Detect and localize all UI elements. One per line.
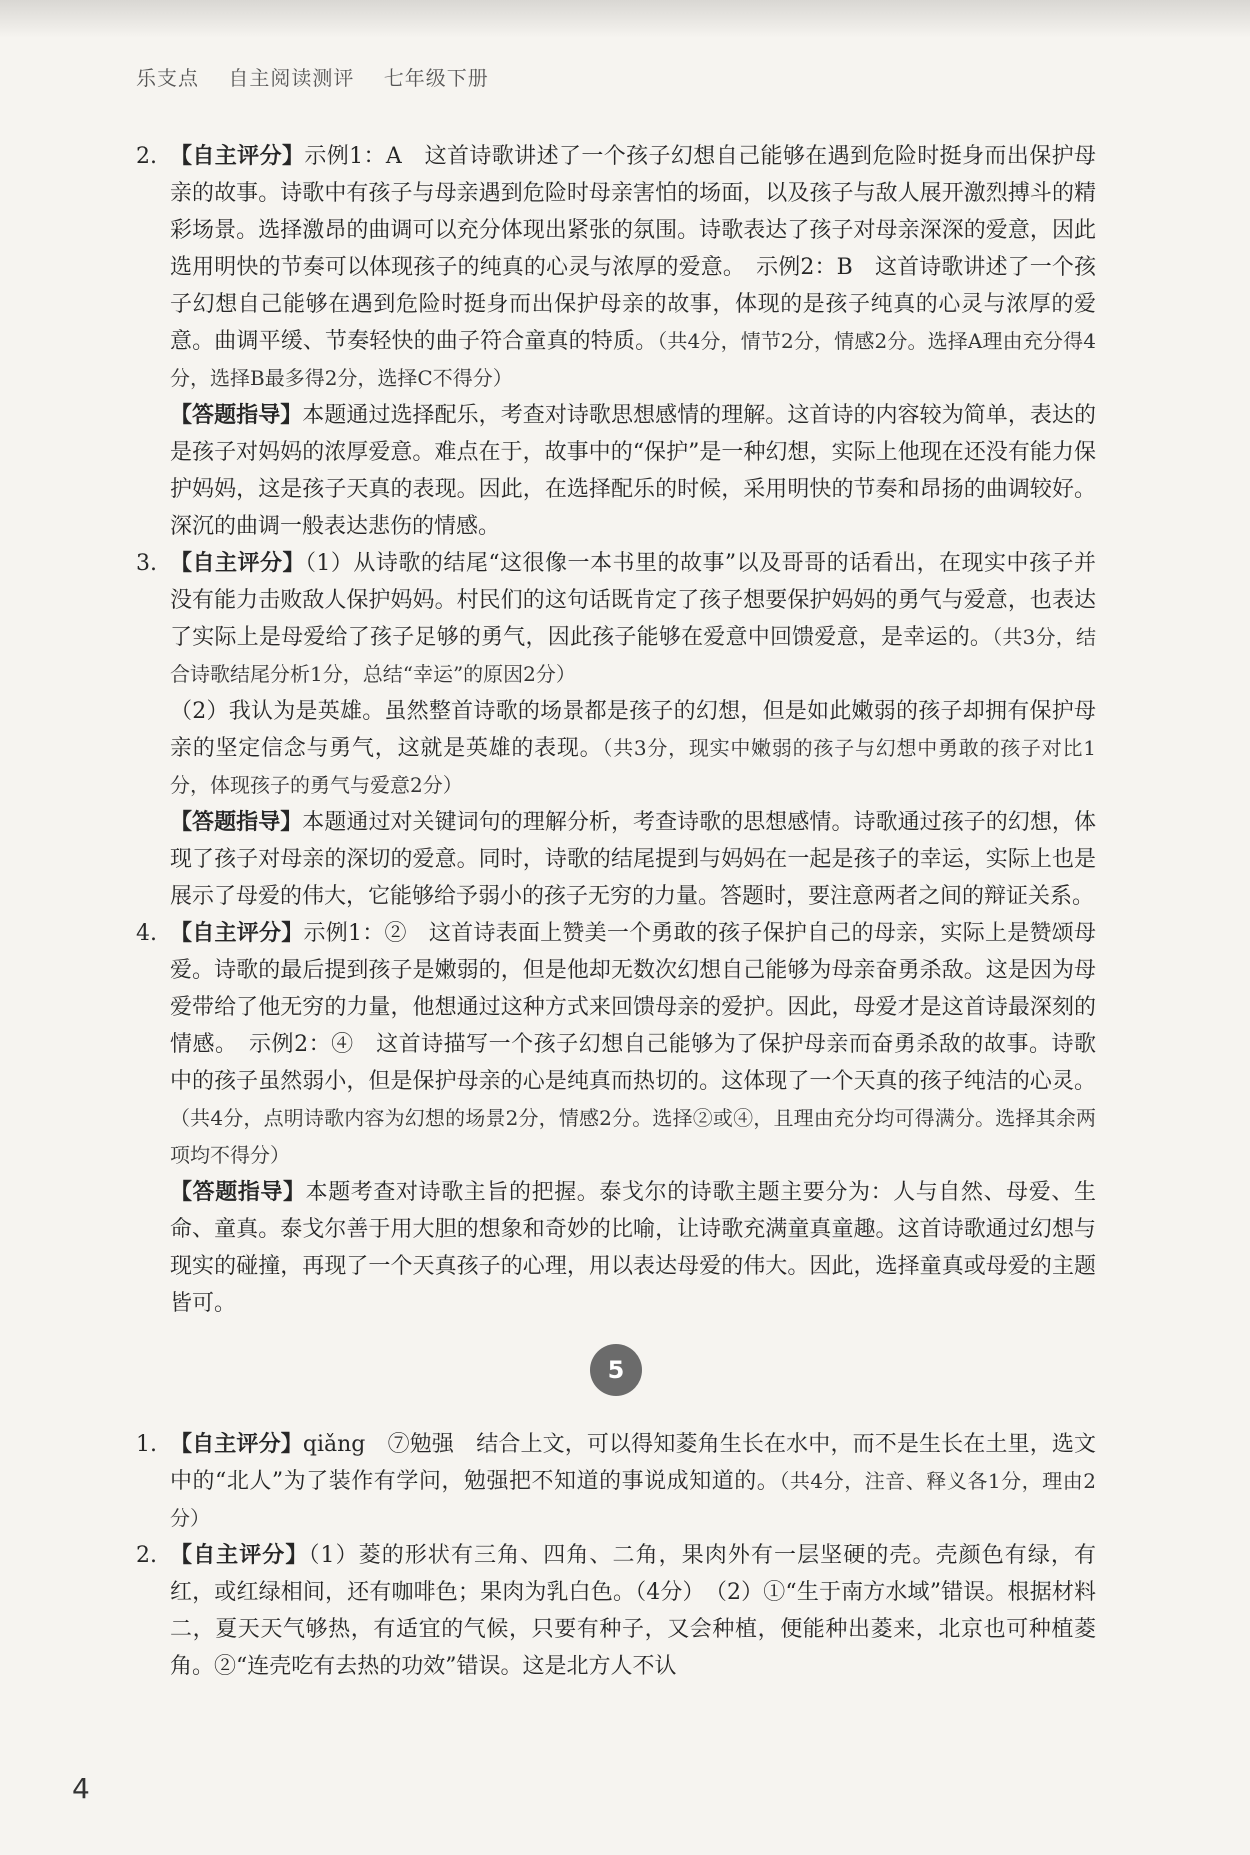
answer-item-4 (136, 915, 1096, 1322)
item-answer (170, 138, 1096, 397)
guide-tag: 【答题指导】 (170, 402, 303, 428)
item-answer (170, 1537, 1096, 1685)
item-guide (170, 1174, 1096, 1322)
score-note: （共3分，结合诗歌结尾分析1分，总结“幸运”的原因2分） (170, 625, 1096, 686)
answer-text: 示例1：A 这首诗歌讲述了一个孩子幻想自己能够在遇到危险时挺身而出保护母亲的故事。诗歌中有孩子与母亲遇到危险时母亲害怕的场面，以及孩子与敌人展开激烈搏斗的精彩场景。选择激昂的曲调可以充分体现出紧张的氛围。诗歌表达了孩子对母亲深深的爱意，因此选用明快的节奏可以体现孩子的纯真的心灵与浓厚的爱意。 示例2：B 这首诗歌讲述了一个孩子幻想自己能够在遇到危险时挺身而出保护母亲的故事，体现的是孩子纯真的心灵与浓厚的爱意。曲调平缓、节奏轻快的曲子符合童真的特质。 (170, 144, 1096, 354)
guide-tag: 【答题指导】 (170, 1179, 306, 1205)
guide-text: 本题通过选择配乐，考查对诗歌思想感情的理解。这首诗的内容较为简单，表达的是孩子对妈妈的浓厚爱意。难点在于，故事中的“保护”是一种幻想，实际上他现在还没有能力保护妈妈，这是孩子天真的表现。因此，在选择配乐的时候，采用明快的节奏和昂扬的曲调较好。深沉的曲调一般表达悲伤的情感。 (170, 403, 1096, 539)
score-note: （共4分，点明诗歌内容为幻想的场景2分，情感2分。选择②或④，且理由充分均可得满分。选择其余两项均不得分） (170, 1106, 1096, 1167)
answer-text: 示例1：② 这首诗表面上赞美一个勇敢的孩子保护自己的母亲，实际上是赞颂母爱。诗歌的最后提到孩子是嫩弱的，但是他却无数次幻想自己能够为母亲奋勇杀敌。这是因为母爱带给了他无穷的力量，他想通过这种方式来回馈母亲的爱护。因此，母爱才是这首诗最深刻的情感。 示例2：④ 这首诗描写一个孩子幻想自己能够为了保护母亲而奋勇杀敌的故事。诗歌中的孩子虽然弱小，但是保护母亲的心是纯真而热切的。这体现了一个天真的孩子纯洁的心灵。 (170, 921, 1096, 1094)
score-note: （共4分，注音、释义各1分，理由2分） (170, 1469, 1096, 1530)
item-number: 1. (136, 1432, 157, 1457)
header-series: 自主阅读测评 (228, 66, 355, 90)
item-answer-part-2 (170, 693, 1096, 804)
item-guide (170, 397, 1096, 545)
guide-tag: 【答题指导】 (170, 809, 303, 835)
scan-shadow (0, 0, 1250, 38)
section-badge: 5 (590, 1344, 642, 1396)
header-brand: 乐支点 (136, 66, 199, 90)
item-answer (170, 545, 1096, 693)
page-number: 4 (72, 1772, 90, 1805)
item-answer (170, 915, 1096, 1174)
guide-text: 本题考查对诗歌主旨的把握。泰戈尔的诗歌主题主要分为：人与自然、母爱、生命、童真。泰戈尔善于用大胆的想象和奇妙的比喻，让诗歌充满童真童趣。这首诗歌通过幻想与现实的碰撞，再现了一个天真孩子的心理，用以表达母爱的伟大。因此，选择童真或母爱的主题皆可。 (170, 1180, 1096, 1316)
answer-item-3 (136, 545, 1096, 915)
header-grade: 七年级下册 (383, 66, 489, 90)
answer-text: （1）菱的形状有三角、四角、二角，果肉外有一层坚硬的壳。壳颜色有绿，有红，或红绿相间，还有咖啡色；果肉为乳白色。（4分） （2）①“生于南方水域”错误。根据材料二，夏天天气够热，有适宜的气候，只要有种子，又会种植，便能种出菱来，北京也可种植菱角。②“连壳吃有去热的功效”错误。这是北方人不认 (170, 1543, 1096, 1679)
self-score-tag: 【自主评分】 (170, 550, 305, 576)
item-number: 3. (136, 551, 157, 576)
answer-text: （1）从诗歌的结尾“这很像一本书里的故事”以及哥哥的话看出，在现实中孩子并没有能力击败敌人保护妈妈。村民们的这句话既肯定了孩子想要保护妈妈的勇气与爱意，也表达了实际上是母爱给了孩子足够的勇气，因此孩子能够在爱意中回馈爱意，是幸运的。 (170, 551, 1096, 650)
answer-item-2 (136, 138, 1096, 545)
score-note: （共3分，现实中嫩弱的孩子与幻想中勇敢的孩子对比1分，体现孩子的勇气与爱意2分） (170, 736, 1096, 797)
item-answer (170, 1426, 1096, 1537)
section5-item-2 (136, 1537, 1096, 1685)
answer-content (136, 138, 1096, 1685)
guide-text: 本题通过对关键词句的理解分析，考查诗歌的思想感情。诗歌通过孩子的幻想，体现了孩子对母亲的深切的爱意。同时，诗歌的结尾提到与妈妈在一起是孩子的幸运，实际上也是展示了母爱的伟大，它能够给予弱小的孩子无穷的力量。答题时，要注意两者之间的辩证关系。 (170, 810, 1096, 909)
item-number: 4. (136, 921, 157, 946)
self-score-tag: 【自主评分】 (170, 1431, 303, 1457)
item-number: 2. (136, 144, 157, 169)
self-score-tag: 【自主评分】 (170, 920, 304, 946)
page-header (136, 62, 511, 91)
answer-text: qiǎng ⑦勉强 结合上文，可以得知菱角生长在水中，而不是生长在土里，选文中的“北人”为了装作有学问，勉强把不知道的事说成知道的。 (170, 1432, 1096, 1494)
item-number: 2. (136, 1543, 157, 1568)
self-score-tag: 【自主评分】 (170, 1542, 309, 1568)
item-guide (170, 804, 1096, 915)
score-note: （共4分，情节2分，情感2分。选择A理由充分得4分，选择B最多得2分，选择C不得分） (170, 329, 1096, 390)
section5-item-1 (136, 1426, 1096, 1537)
self-score-tag: 【自主评分】 (170, 143, 305, 169)
answer-text: （2）我认为是英雄。虽然整首诗歌的场景都是孩子的幻想，但是如此嫩弱的孩子却拥有保护母亲的坚定信念与勇气，这就是英雄的表现。 (170, 699, 1096, 761)
